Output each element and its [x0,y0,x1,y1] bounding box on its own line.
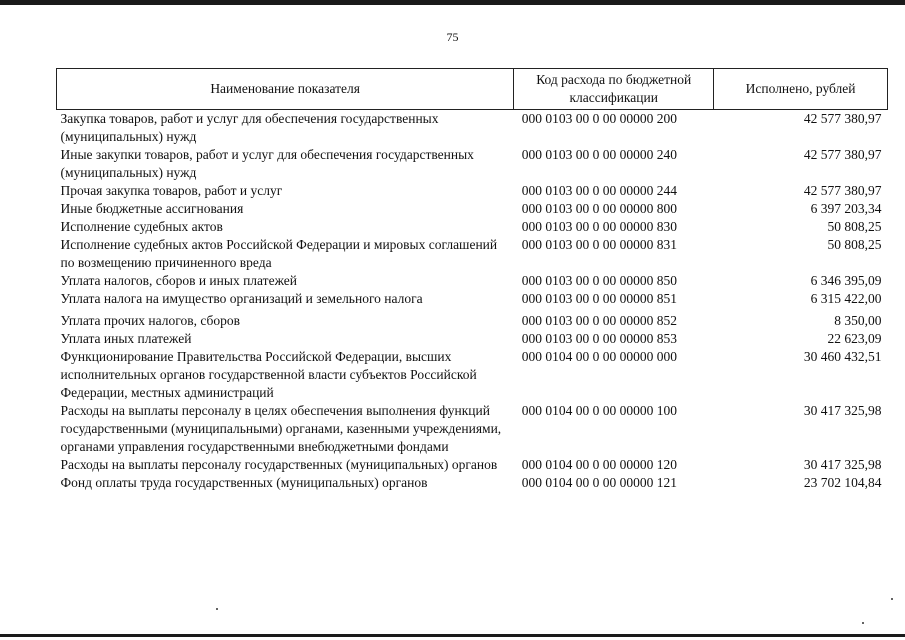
scan-speck [862,622,864,624]
table-row [57,330,888,348]
header-expense-code: Код расхода по бюджетной классификации [514,69,714,110]
table-row [57,348,888,402]
table-row [57,456,888,474]
row-amount: 50 808,25 [827,237,882,252]
row-name: Расходы на выплаты персоналу государственных (муниципальных) органов [60,457,498,472]
row-name: Уплата иных платежей [60,331,192,346]
row-code: 000 0103 00 0 00 00000 830 [521,219,678,234]
row-name: Функционирование Правительства Российской Федерации, высших исполнительных органов государственной власти субъектов Российской Федерации, местных администраций [60,349,477,400]
row-code: 000 0103 00 0 00 00000 850 [521,273,678,288]
table-row [57,272,888,290]
row-amount: 42 577 380,97 [803,183,882,198]
scan-speck [891,598,893,600]
scan-speck [216,608,218,610]
row-amount: 30 417 325,98 [803,403,882,418]
row-name: Уплата налога на имущество организаций и земельного налога [60,291,423,306]
table-row [57,402,888,456]
table-row [57,182,888,200]
table-row [57,474,888,492]
row-code: 000 0103 00 0 00 00000 800 [521,201,678,216]
row-name: Исполнение судебных актов [60,219,223,234]
top-border-rule [0,0,905,5]
row-amount: 30 417 325,98 [803,457,882,472]
row-amount: 8 350,00 [834,313,882,328]
header-indicator-name: Наименование показателя [57,69,514,110]
row-name: Иные бюджетные ассигнования [60,201,244,216]
row-amount: 6 315 422,00 [810,291,882,306]
row-amount: 22 623,09 [827,331,882,346]
table-row [57,308,888,330]
row-code: 000 0103 00 0 00 00000 852 [521,313,678,328]
table-row [57,290,888,308]
row-amount: 6 346 395,09 [810,273,882,288]
row-name: Уплата прочих налогов, сборов [60,313,240,328]
row-name: Закупка товаров, работ и услуг для обеспечения государственных (муниципальных) нужд [60,111,439,144]
row-code: 000 0104 00 0 00 00000 120 [521,457,678,472]
table-row [57,218,888,236]
table-row [57,146,888,182]
row-amount: 6 397 203,34 [810,201,882,216]
table-row [57,110,888,147]
row-code: 000 0103 00 0 00 00000 851 [521,291,678,306]
row-code: 000 0103 00 0 00 00000 853 [521,331,678,346]
row-name: Исполнение судебных актов Российской Федерации и мировых соглашений по возмещению причиненного вреда [60,237,498,270]
row-code: 000 0104 00 0 00 00000 121 [521,475,678,490]
row-name: Расходы на выплаты персоналу в целях обеспечения выполнения функций государственными (муниципальными) органами, казенными учреждениями, органами управления государственными внебюджетными фондами [60,403,502,454]
row-code: 000 0103 00 0 00 00000 200 [521,111,678,126]
row-amount: 42 577 380,97 [803,147,882,162]
row-amount: 50 808,25 [827,219,882,234]
row-amount: 23 702 104,84 [803,475,882,490]
table-row [57,236,888,272]
header-executed-amount: Исполнено, рублей [714,69,888,110]
table-row [57,200,888,218]
row-amount: 42 577 380,97 [803,111,882,126]
row-code: 000 0103 00 0 00 00000 831 [521,237,678,252]
row-name: Прочая закупка товаров, работ и услуг [60,183,283,198]
row-code: 000 0104 00 0 00 00000 000 [521,349,678,364]
row-code: 000 0104 00 0 00 00000 100 [521,403,678,418]
table-header-row [57,69,888,110]
row-code: 000 0103 00 0 00 00000 244 [521,183,678,198]
row-name: Фонд оплаты труда государственных (муниципальных) органов [60,475,428,490]
row-name: Уплата налогов, сборов и иных платежей [60,273,297,288]
page-number: 75 [446,30,459,44]
bottom-border-rule [0,634,905,637]
row-code: 000 0103 00 0 00 00000 240 [521,147,678,162]
row-amount: 30 460 432,51 [803,349,882,364]
budget-execution-table [56,68,888,492]
row-name: Иные закупки товаров, работ и услуг для обеспечения государственных (муниципальных) нужд [60,147,474,180]
